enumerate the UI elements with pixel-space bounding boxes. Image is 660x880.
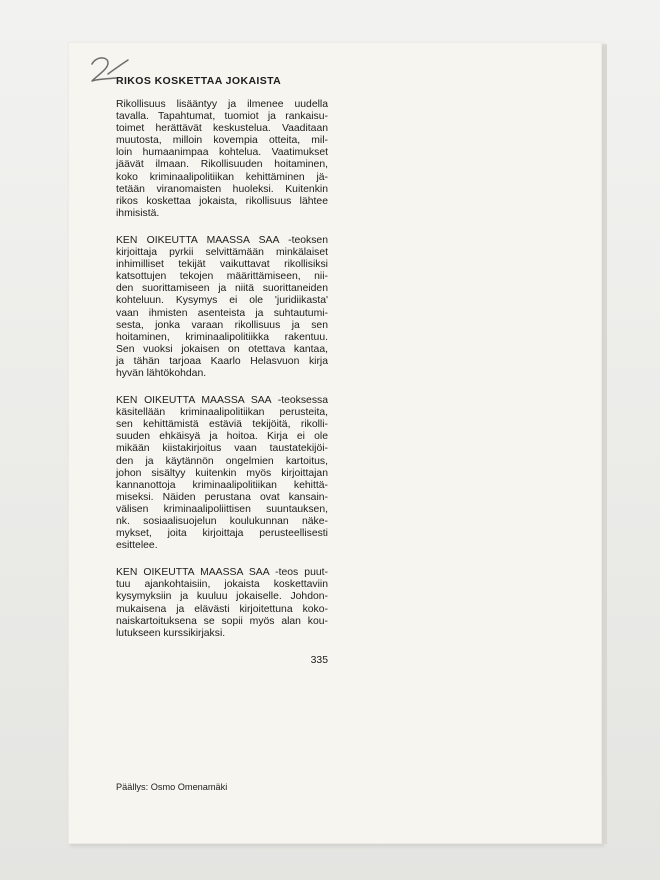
blurb-line: hoitaminen, kriminaalipolitiikka rakentuu. bbox=[116, 331, 328, 343]
blurb-line: vaan ihmisten asenteista ja suhtautumi- bbox=[116, 307, 328, 319]
blurb-line: välisen kriminaalipoliittisen suuntauksen, bbox=[116, 503, 328, 515]
blurb-line: Sen vuoksi jokaisen on otettava kantaa, bbox=[116, 343, 328, 355]
blurb-line: johon sisältyy kuitenkin myös kirjoittajan bbox=[116, 467, 328, 479]
blurb-line: lutukseen kurssikirjaksi. bbox=[116, 627, 226, 639]
blurb-line: toimet herättävät keskustelua. Vaaditaan bbox=[116, 123, 328, 135]
book-back-cover bbox=[68, 42, 602, 844]
book-page-edge bbox=[602, 44, 607, 844]
blurb-line: kohteluun. Kysymys ei ole 'juridiikasta' bbox=[116, 295, 328, 307]
blurb-line: tavalla. Tapahtumat, tuomiot ja rankaisu- bbox=[116, 111, 328, 123]
blurb-paragraph bbox=[116, 235, 328, 380]
blurb-line: tetään viranomaisten huoleksi. Kuitenkin bbox=[116, 183, 328, 195]
blurb-line: nk. sosiaalisuojelun koulukunnan näke- bbox=[116, 516, 328, 527]
blurb-line: koko kriminaalipolitiikan kehittäminen jä- bbox=[116, 171, 328, 183]
blurb-line: kysymyksiin ja kuuluu jokaiselle. Johdon- bbox=[116, 591, 328, 603]
blurb-line: loin humaanimpaa kohtelua. Vaatimukset bbox=[116, 147, 328, 159]
blurb-paragraph bbox=[116, 395, 328, 552]
blurb-line: tuu ajankohtaisiin, jokaista koskettaviin bbox=[116, 579, 328, 591]
blurb-line: rikos koskettaa jokaista, rikollisuus lähtee bbox=[116, 195, 328, 207]
blurb-line: naiskartoituksena se sopii myös alan kou- bbox=[116, 615, 328, 627]
blurb-line: Rikollisuus lisääntyy ja ilmenee uudella bbox=[116, 99, 328, 110]
blurb-line: katsottujen tekojen määrittämiseen, nii- bbox=[116, 271, 328, 283]
blurb-line: mukaisena ja elävästi kirjoitettuna koko- bbox=[116, 603, 328, 615]
blurb-paragraph bbox=[116, 567, 328, 640]
blurb-line: muutosta, milloin kovempia otteita, mil- bbox=[116, 135, 328, 147]
blurb-line: mykset, joita kirjoittaja perusteellisesti bbox=[116, 528, 328, 540]
blurb-line: den suorittamiseen ja niitä suorittaneiden bbox=[116, 283, 328, 295]
cover-text-column bbox=[116, 74, 328, 666]
blurb-line: ja tähän tarjoaa Kaarlo Helasvuon kirja bbox=[116, 355, 328, 367]
blurb-line: KEN OIKEUTTA MAASSA SAA -teoksessa bbox=[116, 395, 328, 407]
blurb-line: den ja käytännön ongelmien kartoitus, bbox=[116, 455, 328, 467]
blurb-line: KEN OIKEUTTA MAASSA SAA -teos puut- bbox=[116, 567, 328, 579]
blurb-paragraphs bbox=[116, 99, 328, 640]
cover-title: RIKOS KOSKETTAA JOKAISTA bbox=[116, 75, 282, 87]
page-number: 335 bbox=[310, 654, 328, 666]
blurb-paragraph bbox=[116, 99, 328, 220]
blurb-line: hyvän lähtökohdan. bbox=[116, 367, 207, 379]
blurb-line: jäävät ilmaan. Rikollisuuden hoitaminen, bbox=[116, 159, 328, 171]
blurb-line: esittelee. bbox=[116, 540, 158, 552]
blurb-line: mikään kiistakirjoitus vaan taustatekijöi- bbox=[116, 443, 328, 455]
blurb-line: suuden ehkäisyä ja hoitoa. Kirja ei ole bbox=[116, 431, 328, 443]
cover-design-credit: Päällys: Osmo Omenamäki bbox=[116, 782, 228, 792]
blurb-line: kirjoittaja pyrkii selvittämään minkälaiset bbox=[116, 247, 328, 259]
blurb-line: sen kehittämistä estäviä tekijöitä, rikolli- bbox=[116, 419, 328, 431]
blurb-line: miseksi. Näiden perustana ovat kansain- bbox=[116, 491, 328, 503]
blurb-line: sesta, jonka varaan rikollisuus ja sen bbox=[116, 319, 328, 331]
blurb-line: käsitellään kriminaalipolitiikan perusteita, bbox=[116, 407, 328, 419]
blurb-line: ihmisistä. bbox=[116, 207, 160, 219]
blurb-line: kannanottoja kriminaalipolitiikan kehittä- bbox=[116, 479, 328, 491]
blurb-line: inhimilliset tekijät vaikuttavat rikollisiksi bbox=[116, 259, 328, 271]
blurb-line: KEN OIKEUTTA MAASSA SAA -teoksen bbox=[116, 234, 328, 246]
